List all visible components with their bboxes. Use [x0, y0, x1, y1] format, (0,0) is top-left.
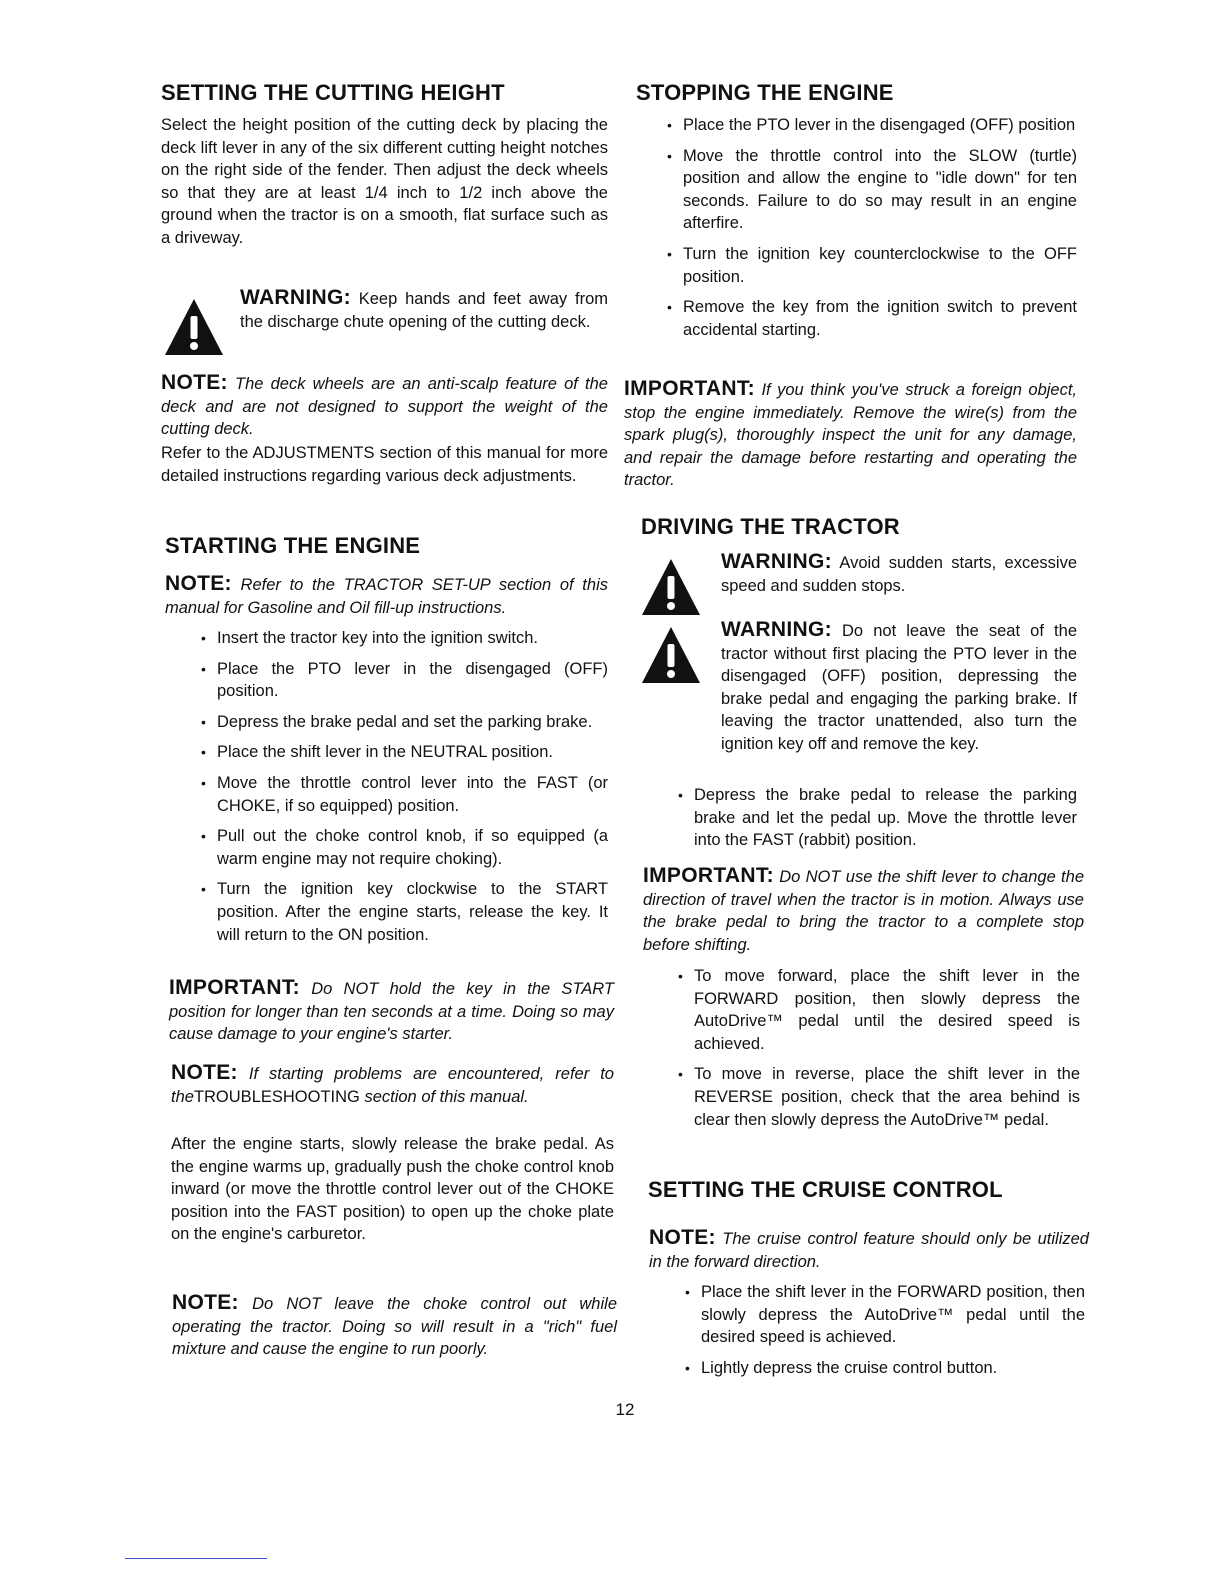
driving-tractor-heading: DRIVING THE TRACTOR — [641, 514, 900, 539]
driving-important — [643, 865, 1084, 956]
list-item: • Move the throttle control into the SLOW (turtle) position and allow the engine to "idle down" for ten seconds. Failure to do so may result in an engine afterfire. — [667, 145, 1077, 235]
cutting-height-body: Select the height position of the cutting deck by placing the deck lift lever in any of the six different cutting height notches on the right side of the fender. Then adjust the deck wheels so that they are at least 1/4 inch to 1/2 inch above the ground when the tractor is on a smooth, flat surface such as a driveway. — [161, 116, 608, 247]
cutting-height-warning — [240, 287, 608, 333]
driving-warning-1 — [721, 551, 1077, 597]
list-item: • Pull out the choke control knob, if so equipped (a warm engine may not require choking). — [201, 825, 608, 870]
important-label: IMPORTANT: — [643, 864, 774, 887]
after-start-paragraph: After the engine starts, slowly release the brake pedal. As the engine warms up, gradually push the choke control knob inward (or move the throttle control lever out of the CHOKE position into the FAST position) to open up the choke plate on the engine's carburetor. — [171, 1135, 614, 1244]
stopping-engine-steps — [667, 114, 1077, 341]
important-label: IMPORTANT: — [624, 377, 755, 400]
starting-engine-important — [169, 977, 614, 1046]
note-text: The cruise control feature should only be utilized in the forward direction. — [649, 1230, 1089, 1271]
note-label: NOTE: — [171, 1061, 238, 1084]
starting-engine-steps — [201, 627, 608, 946]
cruise-control-note — [649, 1227, 1089, 1273]
cutting-height-heading: SETTING THE CUTTING HEIGHT — [161, 80, 505, 105]
note-text: Do NOT leave the choke control out while operating the tractor. Doing so will result in a "rich" fuel mixture and cause the engine to run poorly. — [172, 1295, 617, 1359]
note-label: NOTE: — [165, 572, 232, 595]
list-item: • Insert the tractor key into the ignition switch. — [201, 627, 608, 650]
list-item: • Place the shift lever in the FORWARD position, then slowly depress the AutoDrive™ pedal until the desired speed is achieved. — [685, 1281, 1085, 1349]
starting-engine-note — [165, 573, 608, 619]
list-item: • Place the shift lever in the NEUTRAL position. — [201, 741, 608, 764]
list-item: • Depress the brake pedal to release the parking brake and let the pedal up. Move the throttle lever into the FAST (rabbit) position. — [678, 784, 1077, 852]
note-text: If starting problems are encountered, refer to the — [171, 1065, 614, 1106]
stopping-engine-important — [624, 378, 1077, 492]
cutting-height-note — [161, 372, 608, 441]
important-text: Do NOT use the shift lever to change the direction of travel when the tractor is in motion. Always use the brake pedal to bring the tractor to a complete stop before shifting. — [643, 868, 1084, 954]
warning-triangle-icon — [641, 625, 701, 685]
note-text-end: section of this manual. — [359, 1087, 529, 1106]
warning-triangle-icon — [641, 557, 701, 617]
list-item: • Turn the ignition key counterclockwise to the OFF position. — [667, 243, 1077, 288]
stopping-engine-heading: STOPPING THE ENGINE — [636, 80, 894, 105]
starting-engine-note2 — [171, 1062, 614, 1108]
list-item: • To move forward, place the shift lever in the FORWARD position, then slowly depress the AutoDrive™ pedal until the desired speed is achieved. — [678, 965, 1080, 1055]
list-item: • Place the PTO lever in the disengaged (OFF) position. — [201, 658, 608, 703]
list-item: • To move in reverse, place the shift lever in the REVERSE position, check that the area behind is clear then slowly depress the AutoDrive™ pedal. — [678, 1063, 1080, 1131]
warning-label: WARNING: — [721, 618, 832, 641]
driving-steps — [678, 784, 1077, 852]
driving-steps-direction — [678, 965, 1080, 1131]
footer-rule — [125, 1558, 267, 1559]
list-item: • Lightly depress the cruise control button. — [685, 1357, 1085, 1380]
troubleshooting-ref: TROUBLESHOOTING — [193, 1087, 360, 1106]
cruise-control-heading: SETTING THE CRUISE CONTROL — [648, 1177, 1003, 1202]
page-number: 12 — [615, 1400, 635, 1419]
list-item: • Remove the key from the ignition switch to prevent accidental starting. — [667, 296, 1077, 341]
note-label: NOTE: — [172, 1291, 239, 1314]
important-text: Do NOT hold the key in the START position for longer than ten seconds at a time. Doing so may cause damage to your engine's starter. — [169, 980, 614, 1044]
warning-text: Avoid sudden starts, excessive speed and sudden stops. — [721, 554, 1077, 595]
warning-label: WARNING: — [721, 550, 832, 573]
cutting-height-refer: Refer to the ADJUSTMENTS section of this manual for more detailed instructions regarding various deck adjustments. — [161, 444, 608, 485]
list-item: • Move the throttle control lever into the FAST (or CHOKE, if so equipped) position. — [201, 772, 608, 817]
starting-engine-heading: STARTING THE ENGINE — [165, 533, 421, 558]
note-label: NOTE: — [161, 371, 228, 394]
important-text: If you think you've struck a foreign object, stop the engine immediately. Remove the wire(s) from the spark plug(s), thoroughly inspect the unit for any damage, and repair the damage before restarting and operating the tractor. — [624, 381, 1078, 490]
note-text: The deck wheels are an anti-scalp feature of the deck and are not designed to support the weight of the cutting deck. — [161, 375, 608, 439]
warning-label: WARNING: — [240, 286, 351, 309]
note-text: Refer to the TRACTOR SET-UP section of this manual for Gasoline and Oil fill-up instructions. — [165, 576, 608, 617]
list-item: • Depress the brake pedal and set the parking brake. — [201, 711, 608, 734]
list-item: • Turn the ignition key clockwise to the START position. After the engine starts, release the key. It will return to the ON position. — [201, 878, 608, 946]
important-label: IMPORTANT: — [169, 976, 300, 999]
starting-engine-note3 — [172, 1292, 617, 1361]
warning-triangle-icon — [164, 297, 224, 357]
note-label: NOTE: — [649, 1226, 716, 1249]
warning-text: Keep hands and feet away from the discharge chute opening of the cutting deck. — [240, 290, 608, 331]
warning-text: Do not leave the seat of the tractor without first placing the PTO lever in the disengaged (OFF) position, depressing the brake pedal and engaging the parking brake. If leaving the tractor unattended, also turn the ignition key off and remove the key. — [721, 622, 1077, 753]
list-item: • Place the PTO lever in the disengaged (OFF) position — [667, 114, 1077, 137]
driving-warning-2 — [721, 619, 1077, 756]
cruise-control-steps — [685, 1281, 1085, 1379]
